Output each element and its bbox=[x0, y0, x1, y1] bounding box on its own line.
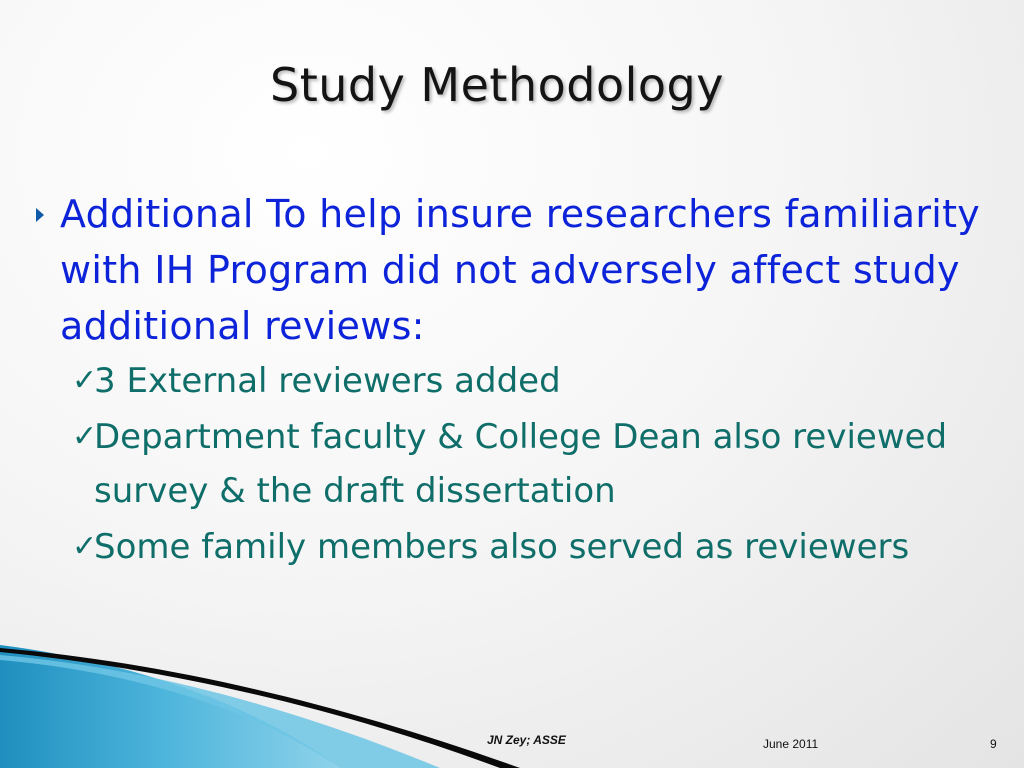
footer-author: JN Zey; ASSE bbox=[487, 733, 566, 747]
slide-title: Study Methodology bbox=[270, 58, 724, 112]
sub-bullet-item bbox=[74, 520, 1010, 574]
checkmark-icon: ✓ bbox=[72, 419, 98, 454]
sub-bullet-label: Some family members also served as reviewers bbox=[94, 527, 910, 567]
sub-bullet-label: 3 External reviewers added bbox=[94, 361, 561, 401]
footer-date: June 2011 bbox=[763, 737, 819, 751]
main-bullet-text: Additional To help insure researchers familiarity with IH Program did not adversely affect study additional reviews: bbox=[60, 192, 981, 348]
sub-bullet-list bbox=[30, 354, 1010, 574]
arrow-right-icon bbox=[36, 208, 44, 222]
slide-content bbox=[30, 186, 1010, 576]
checkmark-icon: ✓ bbox=[72, 529, 98, 564]
sub-bullet-label: Department faculty & College Dean also reviewed survey & the draft dissertation bbox=[94, 417, 948, 511]
main-bullet bbox=[30, 186, 1010, 354]
checkmark-icon: ✓ bbox=[72, 363, 98, 398]
sub-bullet-item bbox=[74, 354, 1010, 408]
footer-page-number: 9 bbox=[990, 737, 997, 751]
sub-bullet-item bbox=[74, 410, 1010, 518]
